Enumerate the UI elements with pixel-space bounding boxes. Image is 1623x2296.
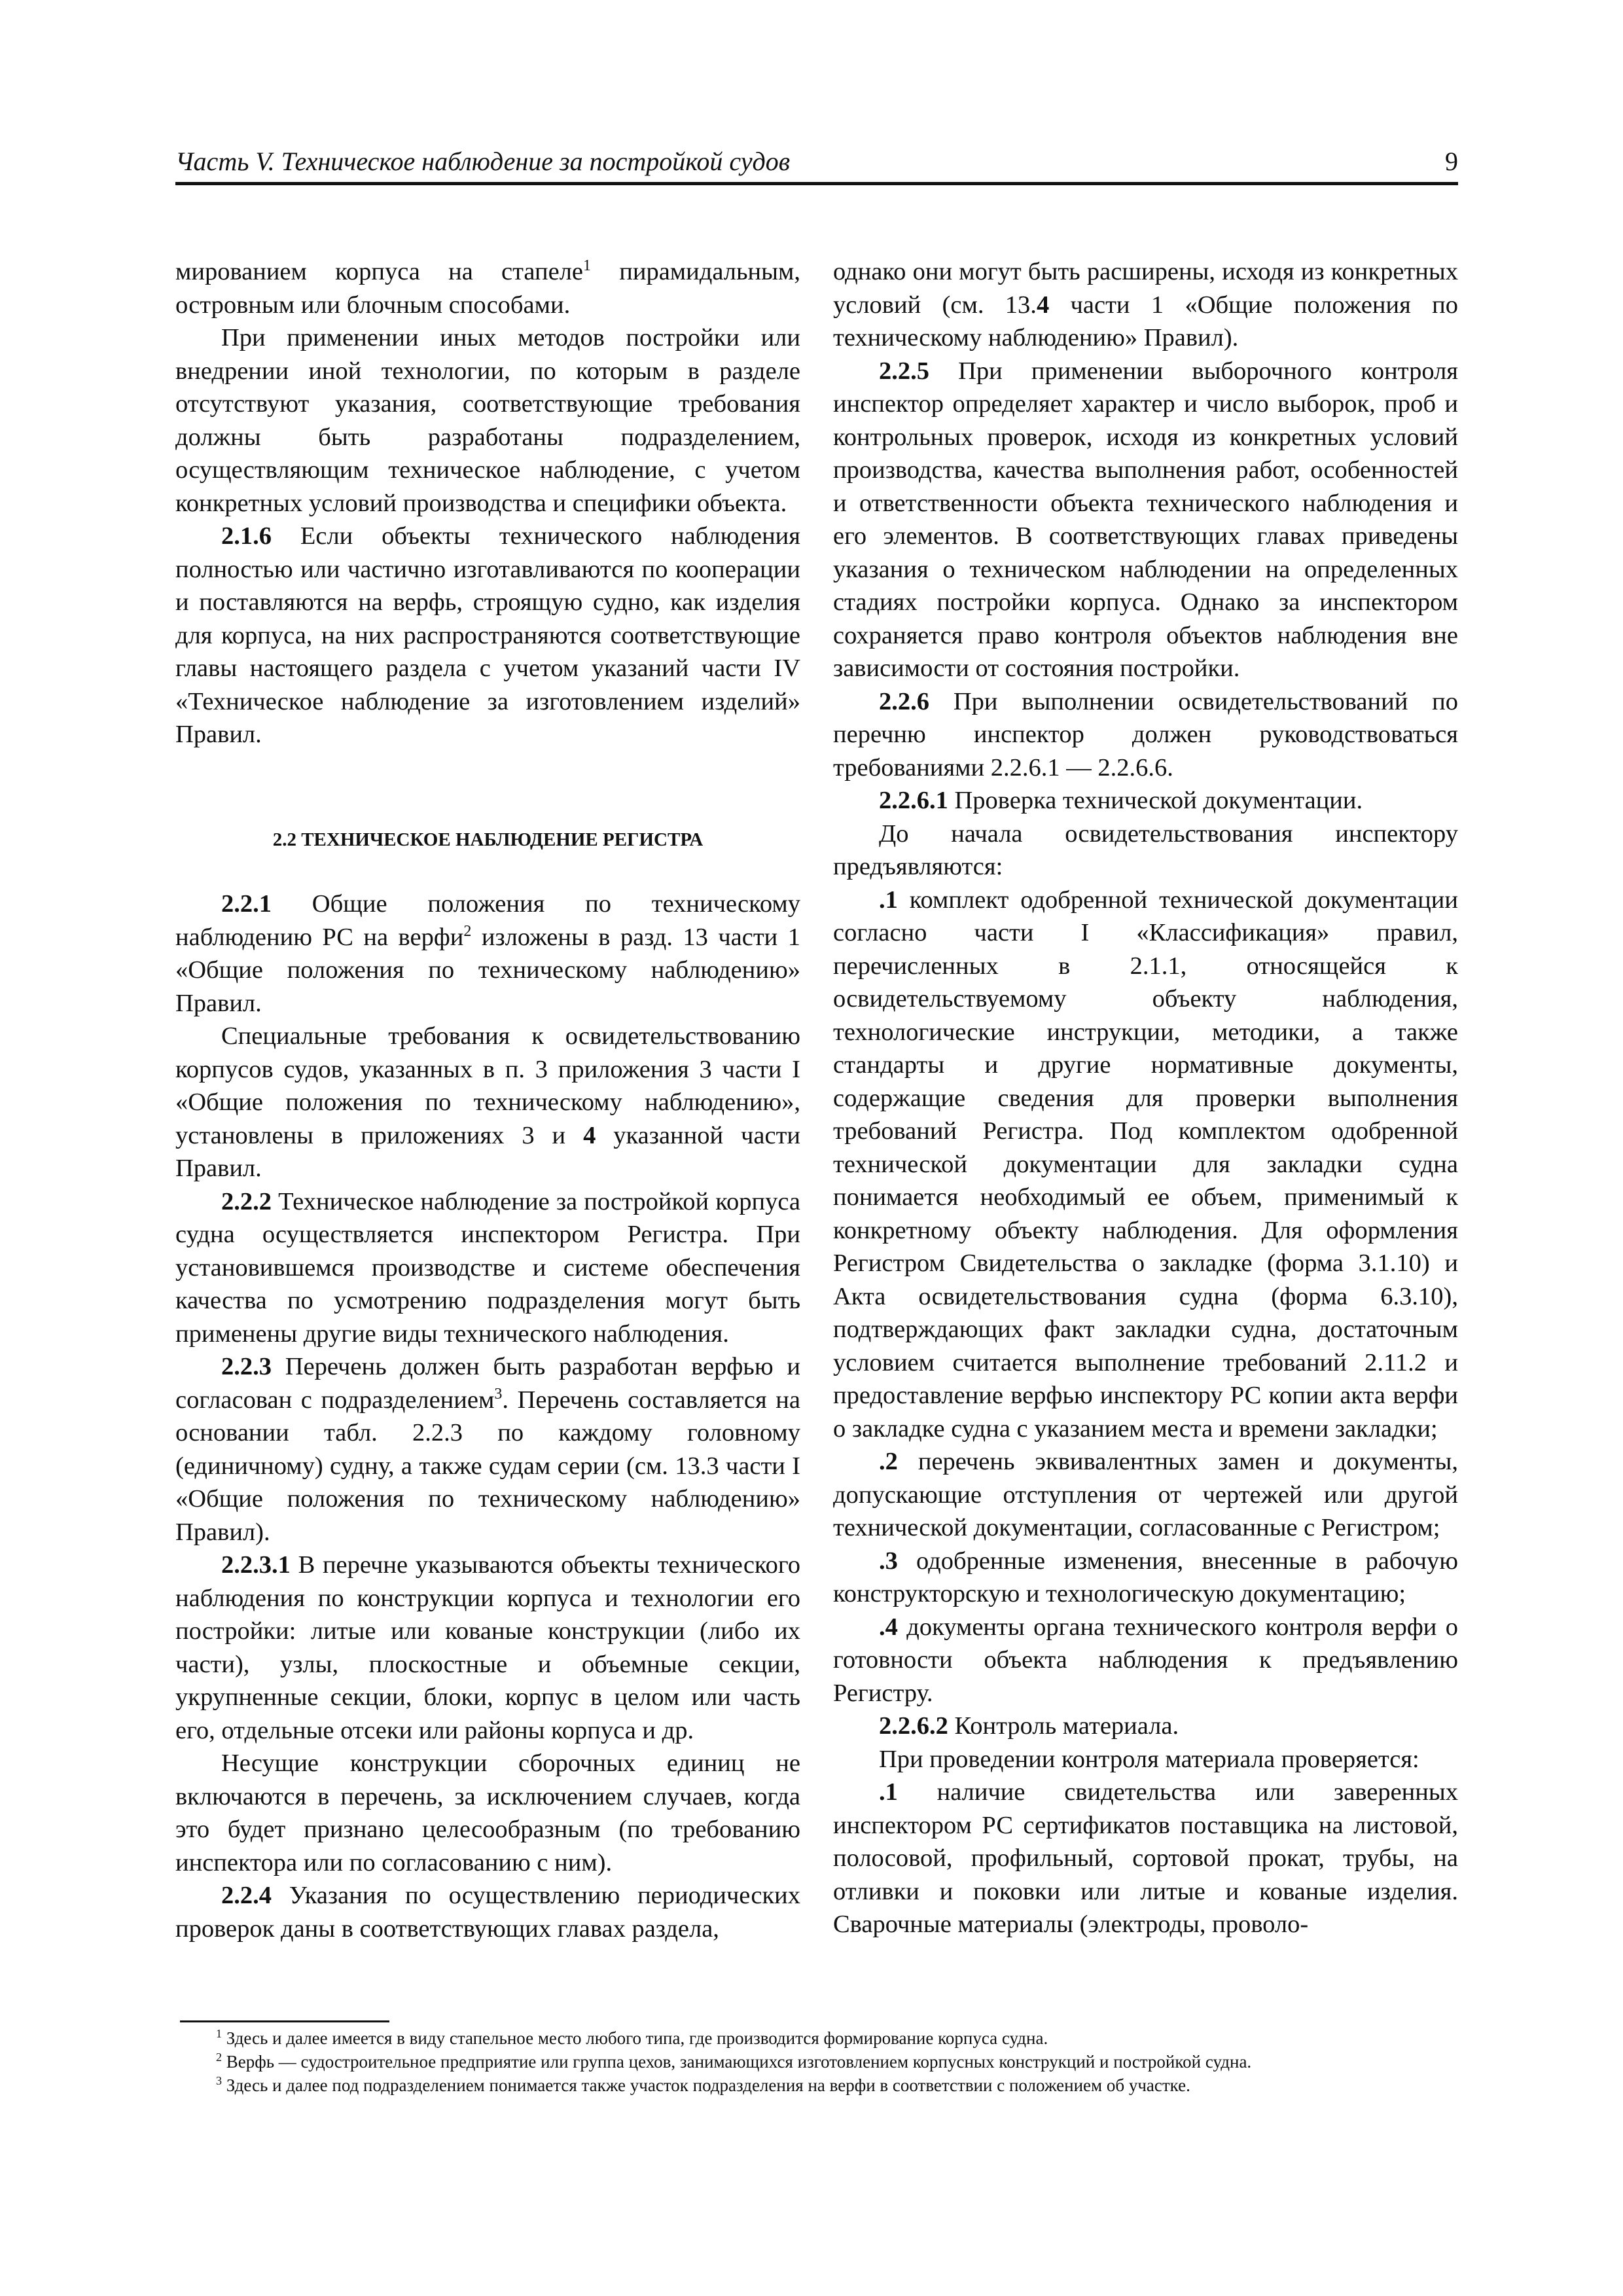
list-item: .4 документы органа технического контроля верфи о готовности объекта наблюдения к предъявлению Регистру. <box>833 1613 1458 1707</box>
footnote-ref: 3 <box>494 1385 503 1403</box>
paragraph: 2.2.6.2 Контроль материала. <box>879 1712 1179 1740</box>
paragraph: 2.2.6 При выполнении освидетельствований по перечню инспектор должен руководствоваться требованиями 2.2.6.1 — 2.2.6.6. <box>833 687 1458 781</box>
item-number: .3 <box>879 1547 898 1575</box>
list-item: .1 комплект одобренной технической документации согласно части I «Классификация» правил, перечисленных в 2.1.1, относящейся к освидетельствуемому объекту наблюдения, технологические инструкции, методики, а также стандарты и другие нормативные документы, содержащие сведения для проверки выполнения требований Регистра. Под комплектом одобренной технической документации для закладки судна понимается необходимый ее объем, применимый к конкретному объекту наблюдения. Для оформления Регистром Свидетельства о закладке (форма 3.1.10) и Акта освидетельствования судна (форма 6.3.10), подтверждающих факт закладки судна, достаточным условием считается выполнение требований 2.11.2 и предоставление верфью инспектору РС копии акта верфи о закладке судна с указанием места и времени закладки; <box>833 886 1458 1443</box>
paragraph: 2.2.3.1 В перечне указываются объекты технического наблюдения по конструкции корпуса и технологии его постройки: литые или кованые конструкции (либо их части), узлы, плоскостные и объемные секции, укрупненные секции, блоки, корпус в целом или часть его, отдельные отсеки или районы корпуса и др. <box>175 1551 800 1744</box>
section-heading: 2.2 ТЕХНИЧЕСКОЕ НАБЛЮДЕНИЕ РЕГИСТРА <box>272 829 704 850</box>
list-item: .2 перечень эквивалентных замен и документы, допускающие отступления от чертежей или другой технической документации, согласованные с Регистром; <box>833 1448 1458 1541</box>
paragraph: При проведении контроля материала проверяется: <box>879 1745 1419 1773</box>
clause-number: 2.1.6 <box>221 522 272 550</box>
left-column <box>175 255 800 1945</box>
footnote: $^3$ Здесь и далее под подразделением понимается также участок подразделения на верфи в соответствии с положением об участке. <box>216 2074 1190 2095</box>
paragraph: Несущие конструкции сборочных единиц не включаются в перечень, за исключением случаев, когда это будет признано целесообразным (по требованию инспектора или по согласованию с ним). <box>175 1749 800 1876</box>
paragraph: Специальные требования к освидетельствованию корпусов судов, указанных в п. 3 приложения 3 части I «Общие положения по техническому наблюдению», установлены в приложениях 3 и 4 указанной части Правил. <box>175 1022 800 1182</box>
clause-number: 2.2.5 <box>879 357 929 385</box>
clause-number: 2.2.1 <box>221 890 272 918</box>
paragraph: 2.2.1 Общие положения по техническому наблюдению РС на верфи$^2$ изложены в разд. 13 части 1 «Общие положения по техническому наблюдению» Правил. <box>175 890 800 1017</box>
list-item: .3 одобренные изменения, внесенные в рабочую конструкторскую и технологическую документацию; <box>833 1547 1458 1607</box>
paragraph: 2.2.6.1 Проверка технической документации. <box>879 787 1363 814</box>
running-header <box>175 143 1458 185</box>
list-item: .1 наличие свидетельства или заверенных инспектором РС сертификатов поставщика на листовой, полосовой, профильный, сортовой прокат, трубы, на отливки и поковки или литые и кованые изделия. Сварочные материалы (электроды, проволо- <box>833 1778 1458 1938</box>
paragraph: 2.2.4 Указания по осуществлению периодических проверок даны в соответствующих главах раздела, <box>175 1882 800 1943</box>
item-number: .1 <box>879 1778 898 1806</box>
paragraph: 2.2.2 Техническое наблюдение за постройкой корпуса судна осуществляется инспектором Регистра. При установившемся производстве и системе обеспечения качества по усмотрению подразделения могут быть применены другие виды технического наблюдения. <box>175 1187 800 1348</box>
paragraph: 2.2.3 Перечень должен быть разработан верфью и согласован с подразделением$^3$. Перечень составляется на основании табл. 2.2.3 по каждому головному (единичному) судну, а также судам серии (см. 13.3 части I «Общие положения по техническому наблюдению» Правил). <box>175 1353 800 1546</box>
item-number: .2 <box>879 1448 898 1475</box>
item-number: .4 <box>879 1613 898 1641</box>
clause-number: 2.2.6.2 <box>879 1712 948 1740</box>
paragraph: однако они могут быть расширены, исходя из конкретных условий (см. 13.4 части 1 «Общие положения по техническому наблюдению» Правил). <box>833 258 1458 351</box>
paragraph: 2.1.6 Если объекты технического наблюдения полностью или частично изготавливаются по кооперации и поставляются на верфь, строящую судно, как изделия для корпуса, на них распространяются соответствующие главы настоящего раздела с учетом указаний части IV «Техническое наблюдение за изготовлением изделий» Правил. <box>175 522 800 748</box>
item-number: .1 <box>879 886 898 914</box>
paragraph: До начала освидетельствования инспектору предъявляются: <box>833 819 1458 880</box>
footnote: $^1$ Здесь и далее имеется в виду стапельное место любого типа, где производится формирование корпуса судна. <box>216 2027 1048 2048</box>
clause-number: 2.2.3 <box>221 1353 272 1380</box>
footnote: $^2$ Верфь — судостроительное предприятие или группа цехов, занимающихся изготовлением корпусных конструкций и постройкой судна. <box>216 2051 1252 2072</box>
paragraph: мированием корпуса на стапеле$^1$ пирамидальным, островным или блочным способами. <box>175 257 800 319</box>
footnote-ref: 1 <box>583 257 591 275</box>
right-column <box>833 255 1458 1941</box>
clause-number: 2.2.6.1 <box>879 787 948 814</box>
header-title: Часть V. Техническое наблюдение за постройкой судов <box>175 147 791 176</box>
clause-number: 2.2.4 <box>221 1882 272 1909</box>
footnotes <box>216 2026 1459 2097</box>
paragraph: 2.2.5 При применении выборочного контроля инспектор определяет характер и число выборок, проб и контрольных проверок, исходя из конкретных условий производства, качества выполнения работ, особенностей и ответственности объекта технического наблюдения и его элементов. В соответствующих главах приведены указания о техническом наблюдении на определенных стадиях постройки корпуса. Однако за инспектором сохраняется право контроля объектов наблюдения вне зависимости от состояния постройки. <box>833 357 1458 682</box>
clause-number: 2.2.2 <box>221 1187 272 1215</box>
paragraph: При применении иных методов постройки или внедрении иной технологии, по которым в разделе отсутствуют указания, соответствующие требования должны быть разработаны подразделением, осуществляющим техническое наблюдение, с учетом конкретных условий производства и специфики объекта. <box>175 324 800 517</box>
clause-number: 2.2.3.1 <box>221 1551 291 1579</box>
clause-number: 2.2.6 <box>879 687 929 715</box>
footnote-ref: 2 <box>463 922 472 940</box>
footnote-separator <box>180 2020 389 2022</box>
page-number: 9 <box>1445 147 1458 176</box>
